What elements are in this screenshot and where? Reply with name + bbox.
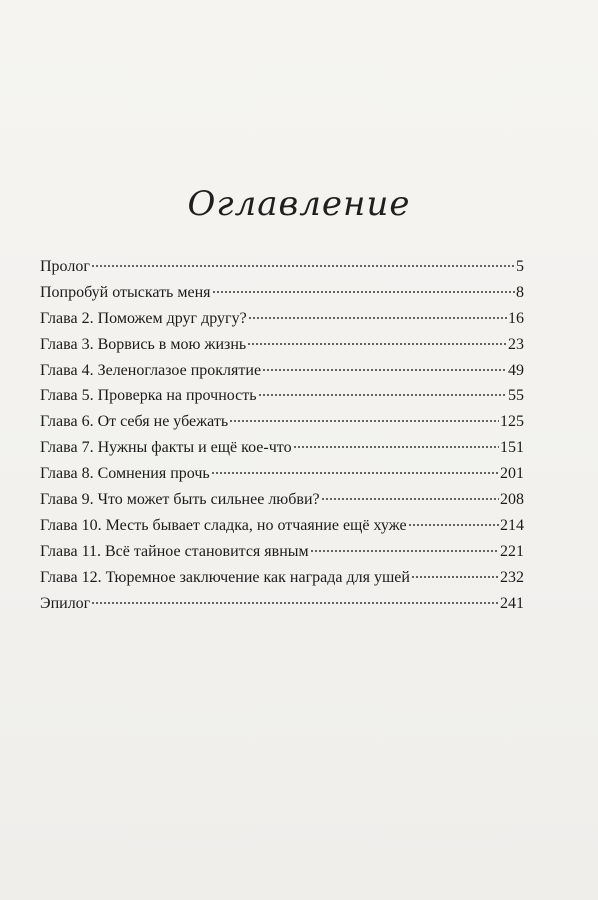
toc-entry: [40, 387, 524, 413]
toc-entry-page: 241: [500, 594, 524, 612]
toc-dot-leader: [91, 602, 499, 604]
toc-entry: [40, 517, 524, 543]
toc-dot-leader: [258, 394, 507, 396]
toc-entry: [40, 284, 524, 310]
toc-entry-page: 151: [500, 439, 524, 457]
toc-entry: [40, 258, 524, 284]
toc-dot-leader: [229, 420, 499, 422]
toc-entry-title: Попробуй отыскать меня: [40, 283, 211, 301]
toc-dot-leader: [262, 369, 507, 371]
toc-entry-page: 221: [500, 542, 524, 560]
toc-entry-title: Глава 4. Зеленоглазое проклятие: [40, 361, 262, 379]
toc-entry-title: Глава 8. Сомнения прочь: [40, 465, 210, 483]
toc-entry-title: Глава 6. От себя не убежать: [40, 413, 229, 431]
toc-dot-leader: [212, 291, 516, 293]
toc-entry-page: 208: [500, 491, 524, 509]
toc-entry: [40, 569, 524, 595]
toc-entry: [40, 413, 524, 439]
toc-title: Оглавление: [187, 184, 411, 224]
toc-dot-leader: [321, 498, 499, 500]
toc-entry-title: Эпилог: [40, 594, 91, 612]
toc-entry: [40, 310, 524, 336]
toc-entry-page: 16: [508, 309, 524, 327]
toc-entry-page: 201: [500, 465, 524, 483]
toc-entry-page: 55: [508, 387, 524, 405]
toc-entry-page: 8: [516, 283, 524, 301]
toc-entry-title: Глава 3. Ворвись в мою жизнь: [40, 335, 247, 353]
toc-entry-page: 214: [500, 516, 524, 534]
toc-dot-leader: [247, 343, 507, 345]
toc-entry-page: 23: [508, 335, 524, 353]
toc-entry: [40, 362, 524, 388]
toc-entry-title: Пролог: [40, 258, 90, 275]
toc-dot-leader: [91, 265, 515, 267]
toc-entry-page: 232: [500, 568, 524, 586]
toc-entry-title: Глава 11. Всё тайное становится явным: [40, 542, 309, 560]
toc-dot-leader: [411, 576, 499, 578]
toc-entry-title: Глава 9. Что может быть сильнее любви?: [40, 491, 320, 509]
toc-entry: [40, 595, 524, 621]
toc-entry: [40, 336, 524, 362]
toc-entry-title: Глава 5. Проверка на прочность: [40, 387, 257, 405]
toc-entry: [40, 543, 524, 569]
toc-entry: [40, 491, 524, 517]
toc-entry-page: 49: [508, 361, 524, 379]
toc-dot-leader: [408, 524, 499, 526]
toc-dot-leader: [248, 317, 507, 319]
toc-entry: [40, 439, 524, 465]
toc-list: [40, 258, 524, 620]
toc-entry-title: Глава 10. Месть бывает сладка, но отчаяние ещё хуже: [40, 516, 407, 534]
toc-dot-leader: [211, 472, 499, 474]
toc-entry: [40, 465, 524, 491]
toc-dot-leader: [293, 446, 499, 448]
toc-dot-leader: [310, 550, 499, 552]
toc-entry-page: 125: [500, 413, 524, 431]
toc-entry-title: Глава 2. Поможем друг другу?: [40, 309, 247, 327]
toc-entry-title: Глава 7. Нужны факты и ещё кое-что: [40, 439, 292, 457]
toc-entry-page: 5: [516, 258, 524, 275]
toc-entry-title: Глава 12. Тюремное заключение как награда для ушей: [40, 568, 410, 586]
